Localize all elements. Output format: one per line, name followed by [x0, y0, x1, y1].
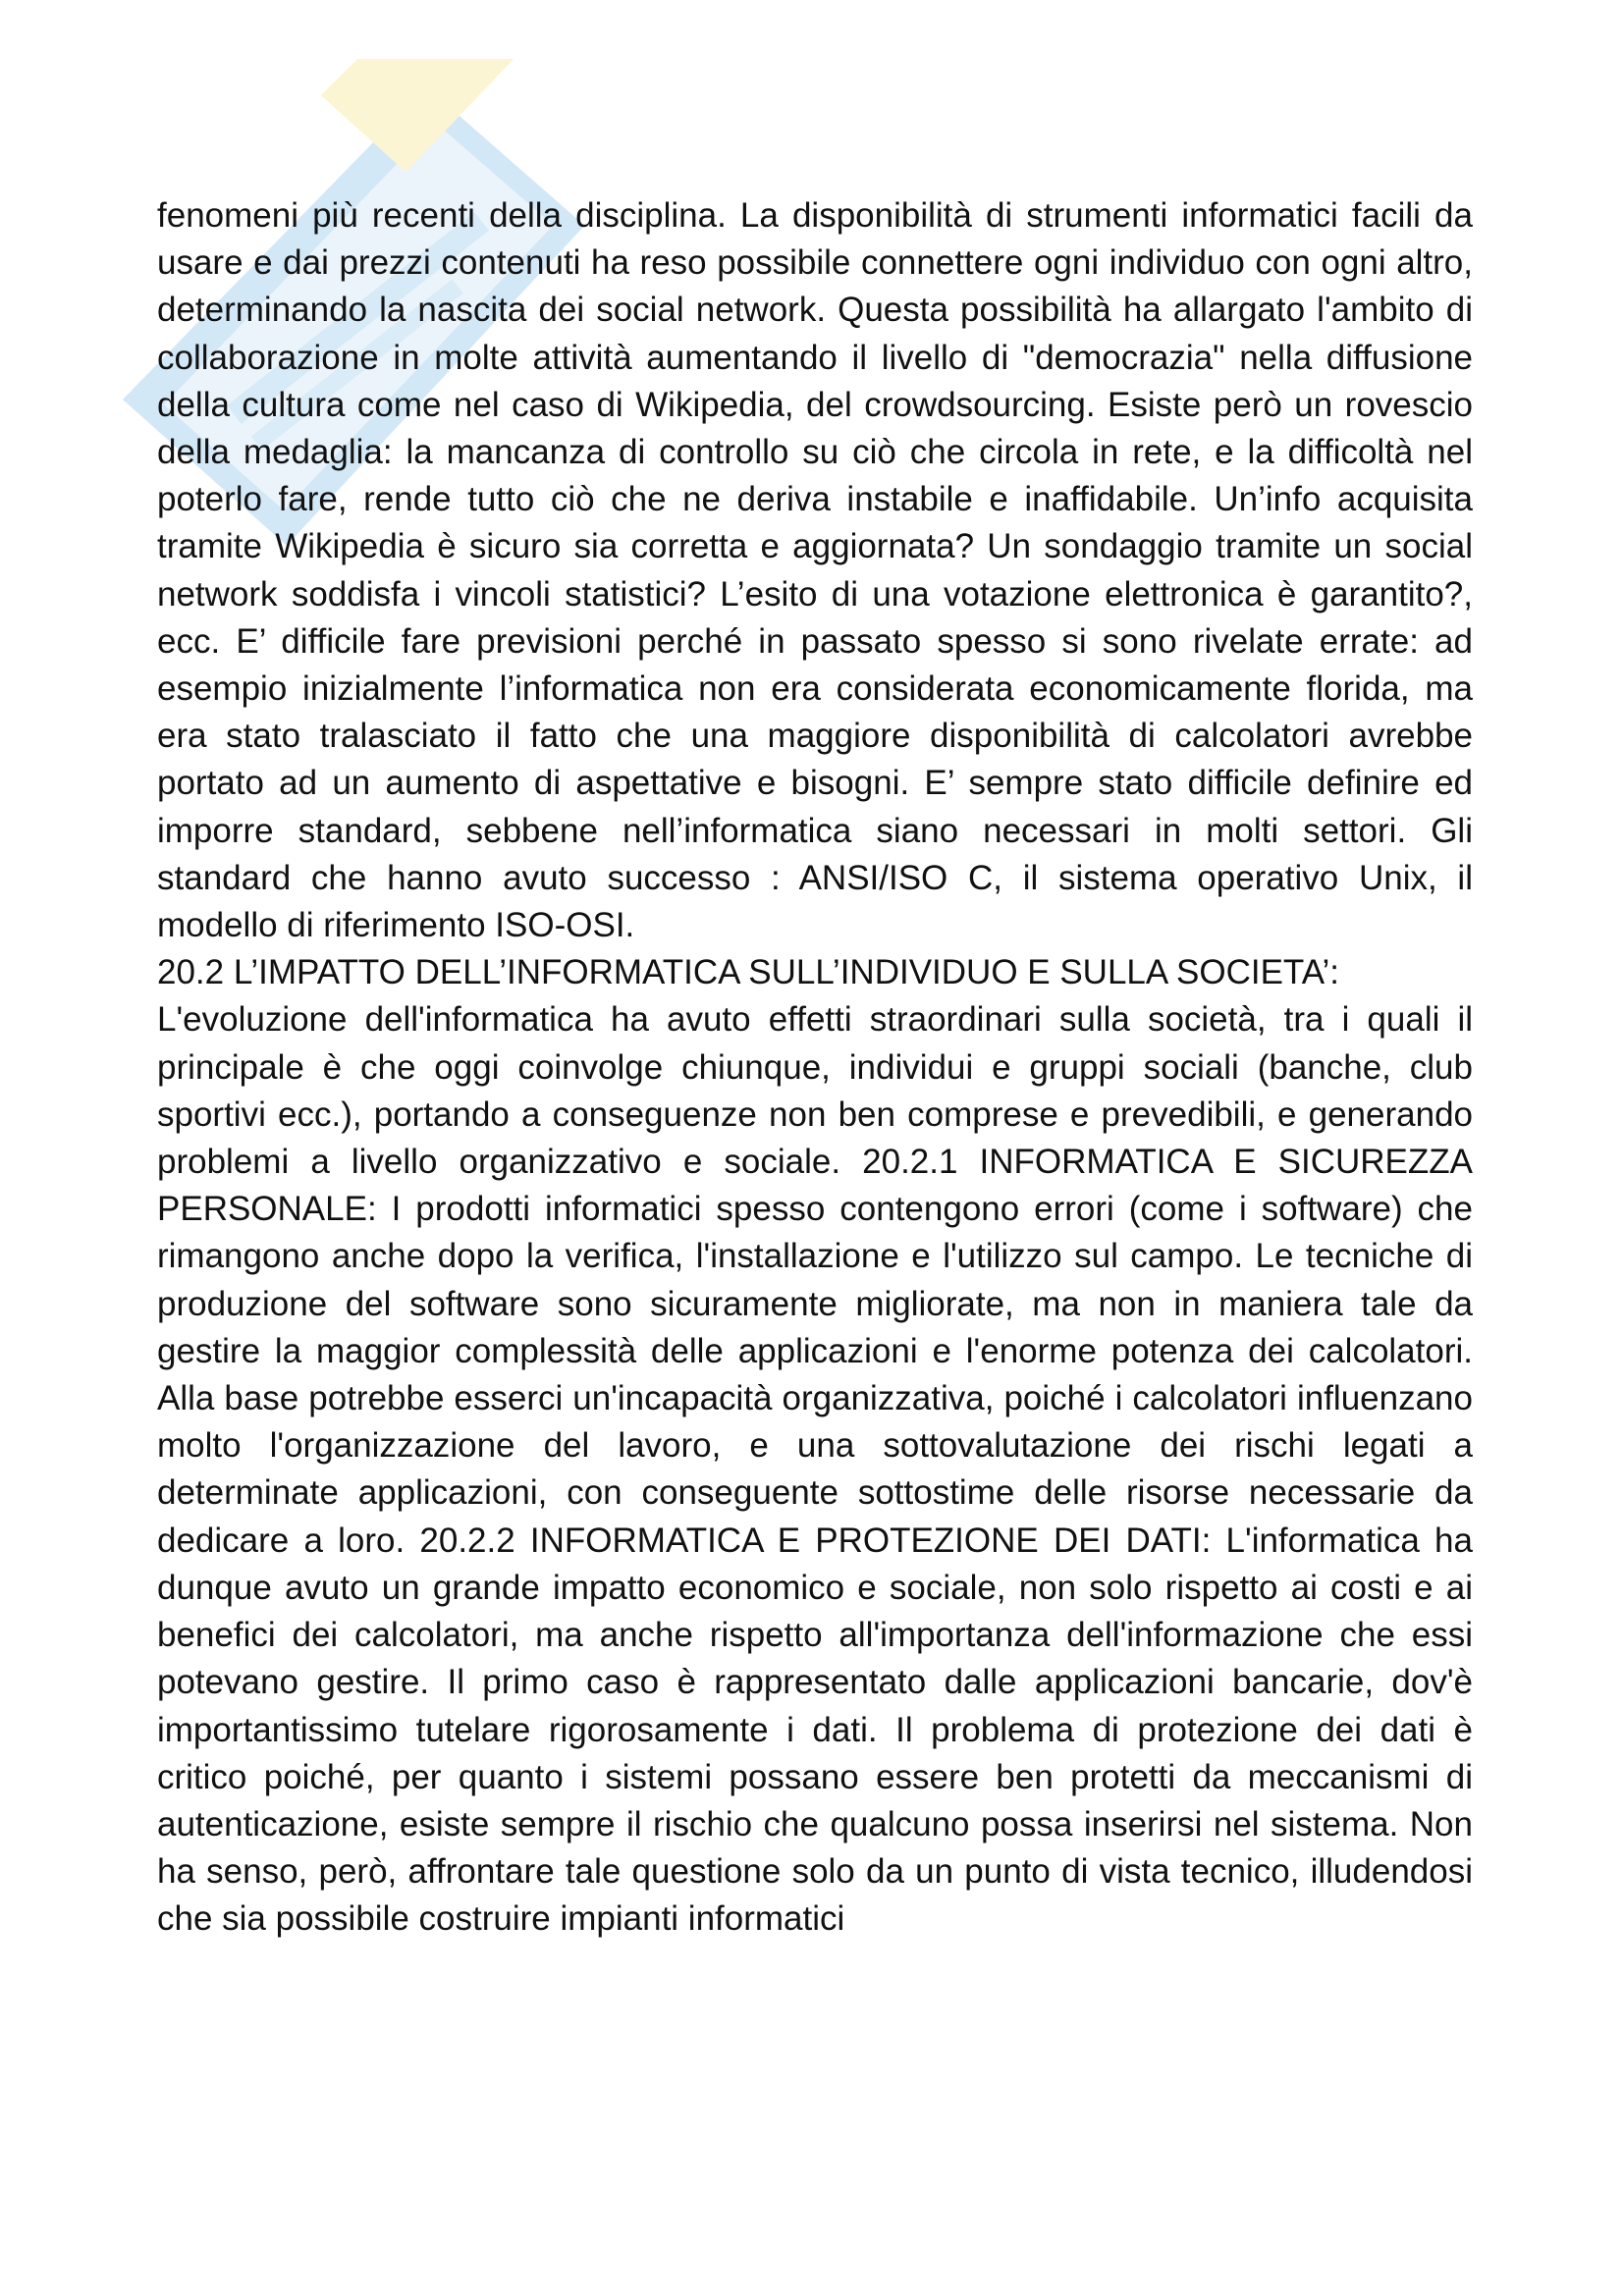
paragraph: L'evoluzione dell'informatica ha avuto effetti straordinari sulla società, tra i quali il principale è che oggi coinvolge chiunque, individui e gruppi sociali (banche, club sportivi ecc.), portando a conseguenze non ben comprese e prevedibili, e generando problemi a livello organizzativo e sociale. 20.2.1 INFORMATICA E SICUREZZA PERSONALE: I prodotti informatici spesso contengono errori (come i software) che rimangono anche dopo la verifica, l'installazione e l'utilizzo sul campo. Le tecniche di produzione del software sono sicuramente migliorate, ma non in maniera tale da gestire la maggior complessità delle applicazioni e l'enorme potenza dei calcolatori. Alla base potrebbe esserci un'incapacità organizzativa, poiché i calcolatori influenzano molto l'organizzazione del lavoro, e una sottovalutazione dei rischi legati a determinate applicazioni, con conseguente sottostime delle risorse necessarie da dedicare a loro. 20.2.2 INFORMATICA E PROTEZIONE DEI DATI: L'informatica ha dunque avuto un grande impatto economico e sociale, non solo rispetto ai costi e ai benefici dei calcolatori, ma anche rispetto all'importanza dell'informazione che essi potevano gestire. Il primo caso è rappresentato dalle applicazioni bancarie, dov'è importantissimo tutelare rigorosamente i dati. Il problema di protezione dei dati è critico poiché, per quanto i sistemi possano essere ben protetti da meccanismi di autenticazione, esiste sempre il rischio che qualcuno possa inserirsi nel sistema. Non ha senso, però, affrontare tale questione solo da un punto di vista tecnico, illudendosi che sia possibile costruire impianti informatici	[157, 1000, 1473, 1939]
document-body	[157, 192, 1473, 1944]
paragraph: fenomeni più recenti della disciplina. La disponibilità di strumenti informatici facili da usare e dai prezzi contenuti ha reso possibile connettere ogni individuo con ogni altro, determinando la nascita dei social network. Questa possibilità ha allargato l'ambito di collaborazione in molte attività aumentando il livello di "democrazia" nella diffusione della cultura come nel caso di Wikipedia, del crowdsourcing. Esiste però un rovescio della medaglia: la mancanza di controllo su ciò che circola in rete, e la difficoltà nel poterlo fare, rende tutto ciò che ne deriva instabile e inaffidabile. Un’info acquisita tramite Wikipedia è sicuro sia corretta e aggiornata? Un sondaggio tramite un social network soddisfa i vincoli statistici? L’esito di una votazione elettronica è garantito?, ecc. E’ difficile fare previsioni perché in passato spesso si sono rivelate errate: ad esempio inizialmente l’informatica non era considerata economicamente florida, ma era stato tralasciato il fatto che una maggiore disponibilità di calcolatori avrebbe portato ad un aumento di aspettative e bisogni. E’ sempre stato difficile definire ed imporre standard, sebbene nell’informatica siano necessari in molti settori. Gli standard che hanno avuto successo : ANSI/ISO C, il sistema operativo Unix, il modello di riferimento ISO-OSI.	[157, 196, 1473, 945]
section-heading: 20.2 L’IMPATTO DELL’INFORMATICA SULL’INDIVIDUO E SULLA SOCIETA’:	[157, 953, 1339, 992]
